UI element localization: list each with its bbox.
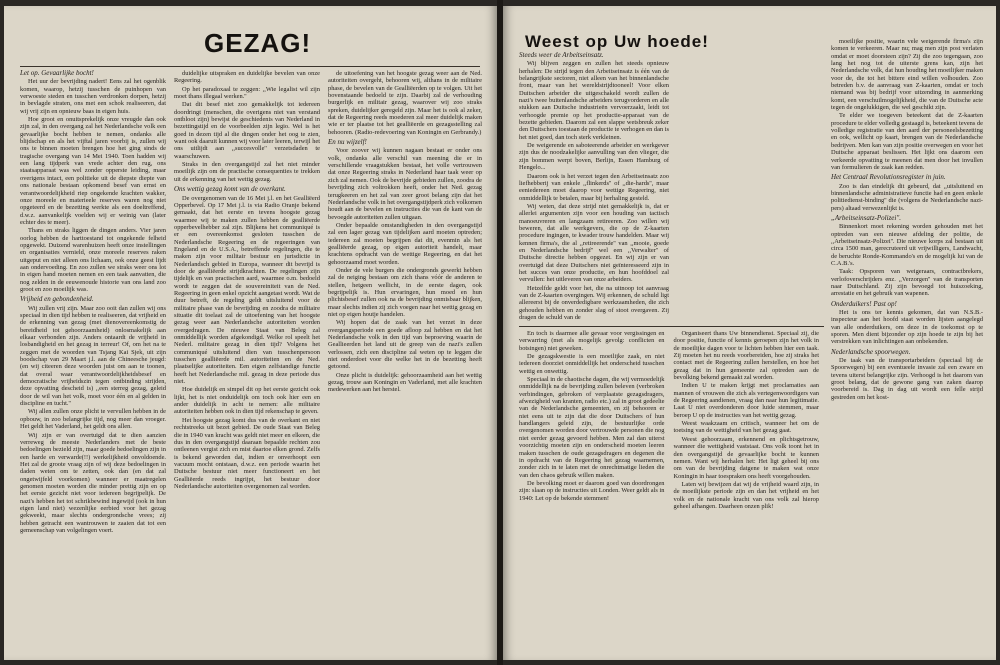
section-subheading: „Arbeitseinsatz-Polizei". <box>831 213 902 222</box>
body-paragraph: Hetzelfde geldt voor het, die na uitnoop tot aanvraag van de Z-kaarten overgingen. Wij erkennen, de schuld ligt allereerst bij de onverdedigbare werkzaamheden, die zich gehouden hebben en zonder slag of stoot overgaven. Zij dragen de schuld van de <box>519 284 669 322</box>
body-paragraph: En toch is daarmee alle gevaar voor vergissingen en verwarring (met als mogelijk gevolg: conflicten en botsingen) niet geweken. <box>519 330 665 352</box>
headline-gezag: GEZAG! <box>204 28 312 58</box>
body-paragraph: Wij blijven zeggen en zullen het steeds opnieuw herhalen: De strijd tegen den Arbeitseinsatz is één van de belangrijkste sectoren, niet alleen van het binnenlandsche front, maar van het wereldstrijdtooneel! Voor elken Duitschen arbeider die uitgeschakeld wordt zullen de nazi's twee buitenlandsche arbeiders terugvorderen en alle stukken aan Duitsche industrieën vervoerzaakt, leidt tot verhoogde premie op het productie-apparaat van de bezette gebieden. Daarom zal een slappe wetsbreuk zeker den Duitschers toestaan de productie te verhogen en dan is het niet goed, dan toch sterk verkleinen. <box>519 60 669 141</box>
body-paragraph: Daarom ook is het verzet tegen den Arbeitseinsatz zoo liefhebberij van enkele ,,flinkerds'' of ,,die-hards'', maar eeniedereen moet daarop voor wettige Regeering, niet onmiddellijk te betalen, maar bij herhaling gesteld. <box>519 172 669 202</box>
body-paragraph: moeilijke positie, waarin vele weigerende firma's zijn komen te verkeeren. Maar nu; mag men zijn post verlaten omdat er moet doorsteen zijn? Zij die zoo tegengaan, zoo lang het nog tot de uiterste grens kan, zijn het Nederlandsche volk, dat hun houding het moeilijker maken voor de, die tot het bittere eind willen volhouden. Zoo betreden b.v. de aanvraag van Z-kaarten, omdat er toch niemand was bij bedrijf voor uitzending in aanmerking komt, een verschuilmogelijkheid, die van de Duitsche acte tegen de ongelukkigen, die wel geschikt zijn. <box>831 38 983 112</box>
body-paragraph: Straks in den overgangstijd zal het niet minder moeilijk zijn om de practische consequenties te trekken uit de erkenning van het wettig gezag. <box>174 161 320 183</box>
body-paragraph: Weest waakzaam en critisch, wanneer het om de toetsing van de wettigheid van het gezag gaat. <box>673 420 819 435</box>
section-rule <box>519 326 824 327</box>
section-subheading: En nu wijzelf! <box>328 138 367 147</box>
section-subheading: Onderduikers! Past op! <box>831 299 897 308</box>
left-page-column-3 <box>328 70 482 654</box>
body-paragraph: De bevolking moet er daarom goed van doordrongen zijn: slaan op de instructies uit Londen. Weer geldt als in 1940: Let op de bekende stemmen! <box>519 479 665 502</box>
body-paragraph: Dat dit besef niet zoo gemakkelijk tot iedereen doordringt (menschen, die overigens niet van verstand ontbloot zijn) bewijst de geschiedenis van Nederland in bezettingstijd en de voorbeelden zijn legio. Wel is het goed in dezen tijd al die dingen onder het oog te zien, want ook daaruit kunnen wij voor later leeren, terwijl het ons uitlijdt aan ,,succesvolle'' verzetsdaden te waarschuwen. <box>174 101 320 160</box>
body-paragraph: Voor zoover wij kunnen nagaan bestaat er onder ons volk, ondanks alle verschil van meening die er in verschillende vraagstukken bestaat, het volle vertrouwen dat onze Regeering straks in Nederland haar taak weer op zich zal nemen. Ook de bevrijde gebieden zullen, zoodra de bevrijding zich voltrokken heeft, onder het Ned. gezag terugkeeren en het zal van zeer groot belang zijn dat het Nederlandsche volk in het overgangstijdperk zich volkomen houdt aan de bevelen en instructies die van de kant van de bevoegde autoriteiten zullen uitgaan. <box>328 147 482 221</box>
left-page-column-1 <box>20 70 166 654</box>
body-paragraph: Het uur der bevrijding nadert! Eens zal het ogenblik komen, waarop, hetzij tusschen de puinhopen van verwoeste steden en tusschen verdronken dorpen, hetzij in bevlagde straten, ons met een schok realiseeren, dat wij vrij zijn en opnieuw baas in eigen huis. <box>20 78 166 115</box>
body-paragraph: Weest gehoorzaam, erkennend en plichtsgetrouw, wanneer die wettigheid vaststaat. Ons volk toont het in den overgangstijd de gevaarlijke bocht te kunnen nemen. Want wij herhalen het: Het ligt geheel bij ons om van de bevrijding datgene te maken wat onze Koningin in haar toespraken ons heeft voorgehouden. <box>673 435 819 480</box>
body-paragraph: De overgenomen van de 16 Mei j.l. en het Gealliëerd Opperbevel. Op 17 Mei j.l. is via Radio Oranje bekend gemaakt, dat het eerste en tevens hoogste gezag waarmee wij te maken zullen hebben de gealliëerde opperbevelhebber zal zijn. Blijkens het communiqué is er een overeenkomst gesloten tusschen de Nederlandsche Regeering en de regeeringen van Engeland en de U.S.A., betreffende regelingen, die te maken zijn voor militair bestuur en jurisdictie in Nederlandsch gebied in Europa, wanneer dit bevrijd is door de gealliëerde strijdkrachten. De regelingen zijn tijdelijk en van practischen aard, waarmee o.m. bedoeld wordt te zeggen dat de souvereiniteit van de Ned. Regeering in geen enkel opzicht aangetast wordt. Wat de duur betreft, de regeling geldt uitsluitend voor de militaire phase van de bevrijding en zoodra de militaire situatie dit toelaat zal de uitoefening van het hoogste gezag weer aan Nederlandsche autoriteiten worden overgedragen. De nieuwe Staat van Beleg zal onmiddellijk worden afgekondigd. Welke rol speelt het Nederl. militaire gezag in dien tijd? Volgens het communiqué uitsluitend dien van tusschenpersoon tusschen gealliëerde mil. autoriteiten en de Ned. plaatselijke autoriteiten. Een eigen zelfstandige functie heeft het Nederlandsche mil. gezag in deze periode dus niet. <box>174 194 320 386</box>
body-paragraph: Organiseert thans Uw binnendienst. Speciaal zij, die door positie, functie of kennis geroepen zijn het volk in de moeilijke dagen voor te lichten hebben hier een taak. Zij moeten het nu reeds voorbereiden, hoe zij straks het contact met de Regeering zullen herstellen, en hoe het gezag dat in hun gemeente zal optreden aan de bevolking bekend gemaakt zal worden. <box>673 330 819 382</box>
right-page-column-2 <box>519 330 819 656</box>
body-paragraph: Zoo is dan eindelijk dit gebeurd, dat ,,uitsluitend en binnenlandsche administratieve functie had en geen enkele politiedienst-binding'' die (volgens de Nederlandsche nazi-pers) altaad verwezenlijkt is. <box>831 182 983 212</box>
body-paragraph: Wij hopen dat de zaak van het verzet in deze overgangsperiode een goede afloop zal hebben en dat het Nederlandsche volk in den tijd van beproeving waarin de Geallieerden het land uit de greep van de nazi's zullen verlossen, zich een discipline zal weten op te leggen die niet onderdoet voor die welke het in de bezetting heeft getoond. <box>328 319 482 371</box>
body-paragraph: Wij weten, dat deze strijd niet gemakkelijk is, dat er allerlei argumenten zijn voor een houding van tactisch manoeuvreren en langzaam retireeren. Zoo willen wij beweren, dat alle werkgevers, die op de Z-kaarten procedure ingingen, te kwader trouw handelden. Maar wij kennen firma's, die al ,,retireerende'' van ,,mooie, goede en Nederlandsche bedrijf'' wel een ,,Verwalter'' of Duitsche directie hebben opgezet. En wij zijn er van overtuigd dat deze Duitschers niet geïnteresseerd zijn in het succes van onze productie, en hun hoofddoel zal vervullen: het uitleveren van onze arbeiders. <box>519 202 669 284</box>
body-paragraph: Onder bepaalde omstandigheden in den overgangstijd zal een lager gezag van tijdelijken aard moeten optreden; iedereen zal moeten begrijpen dat dit, evenmin als het gealliëerde gezag, op eigen autoriteit handelt, maar krachtens opdracht van de wettige Regeering, en dat het gehoorzaamd moet worden. <box>328 221 482 266</box>
section-subheading: Ons wettig gezag komt van de overkant. <box>174 185 286 194</box>
section-subheading: Let op. Gevaarlijke bocht! <box>20 70 94 77</box>
body-paragraph: Onze plicht is duidelijk: gehoorzaamheid aan het wettig gezag, trouw aan Koningin en Vaderland, met alle krachten medewerken aan het herstel. <box>328 371 482 394</box>
body-paragraph: duidelijke uitspraken en duidelijke bevelen van onze Regeering. <box>174 70 320 85</box>
body-paragraph: Wij zijn er van overtuigd dat te dien aanzien verreweg de meeste Nederlanders met de beste bedoelingen bezield zijn, maar goede bedoelingen zijn in een harde en verwarde(!!) werkelijkheid onvoldoende. Het zal de groote vraag zijn of wij deze bedoelingen in daden weten om te zetten, ook dan (en dat zal ongetwijfeld voorkomen) wanneer er maatregelen genomen moeten worden die minder prettig zijn en op het eerste gezicht niet voor iedereen begrijpelijk. De nazi's hebben het tot schrikbewind ingewijd (ook in hun eigen land niet) wezenlijke eerbied voor het gezag gekweekt, maar slechts ondergrondsche vrees; zij hebben getracht een wantrouwen te zaaien dat tot een gemeenschap van volgelingen voert. <box>20 431 166 534</box>
body-paragraph: Op het paradoxaal te zeggen: ,,Wie legalist wil zijn moet thans illegaal werken.'' <box>174 85 320 101</box>
body-paragraph: Het hoogste gezag komt dus van de overkant en niet rechtstreeks uit bezet gebied. De oude Staat van Beleg die in 1940 van kracht was geldt niet meer en elkeen, die dus in den overgangstijd daaraan bepaalde rechten zou ontleenen vergist zich en mist daartoe elken grond. Zelfs is bekend geworden dat, indien er onverhoopt een vacuum mocht ontstaan, d.w.z. een periode waarin het Duitsche bestuur niet meer functioneert en het Gealliëerde reeds ingrijpt, het bestuur door Nederlandsche autoriteiten overgenomen zal worden. <box>174 416 320 490</box>
body-paragraph: Het is ons ter kennis gekomen, dat van N.S.B.-inspecteur aan het hoofd staat worden lijsten aangelegd van alle onderduikers, om deze in de toekomst op te sporen. Men dient bijzonder op zijn hoede te zijn bij het verstrekken van inlichtingen aan onbekenden. <box>831 309 983 346</box>
left-page <box>4 6 497 660</box>
body-paragraph: De weigerende en saboteerende arbeider en werkgever zijn dus de noodzakelijke aanvulling van den vlieger, die zijn bommen werpt boven, Berlijn, Essen Hamburg of Hengelo... <box>519 142 669 172</box>
headline-rule <box>20 66 480 67</box>
body-paragraph: Laten wij bewijzen dat wij de vrijheid waard zijn, in de moeilijkste periode zijn en dan het vrijheid en het volk en de nationale kracht van ons volk zal hierop geheel afhangen. Daarheen onzen plik! <box>673 480 819 510</box>
body-paragraph: Wij zullen vrij zijn. Maar zoo ooit dan zullen wij ons speciaal in dien tijd hebben te realiseeren, dat vrijheid en de erkenning van gezag (met dienovereenkomstig de bereidheid tot gehoorzaamheid) onlosmakelijk aan elkaar verbonden zijn. Anders ontaardt de vrijheid in losbandigheid en het gezag in terreur! Of, om het na te zeggen met de woorden van Tsjang Kai Sjek, uit zijn boodschap van 29 Maart j.l. aan de Chineesche jeugd: (en wij citeeren deze woorden juist om aan te toonen, dat overal waar verantwoordelijkheidsbesef en democratische vrijheidszin tegen ontbinding strijden, deze opvatting descheid is) ,,een sterreg gezag, geleid door de wil van het volk, moet voor één en al gelden in discipline en tucht.'' <box>20 304 166 408</box>
body-paragraph: Hoe duidelijk en simpel dit op het eerste gezicht ook lijkt, het is niet onduidelijk om toch ook hier een en ander duidelijk in acht te nemen: alle militaire autoriteiten hebben ook in dien tijd rekenschap te geven. <box>174 386 320 416</box>
body-paragraph: De gezagskwestie is een moeilijke zaak, en niet iedereen doorziet onmiddellijk het onderscheid tusschen wettig en onwettig. <box>519 353 665 375</box>
body-paragraph: Thans en straks liggen de dingen anders. Vier jaren oorlog hebben de harttoestand tot ongekende felheid opgewekt. Duizend warenhuizen heeft onze instellingen en organisaties vernield, onze moreele reserves raken uitgeput en niet alleen ons lichaam, ook onze geest lijdt aan ondervoeding. En zoo zullen we straks weer ons lot in eigen hand moeten nemen en een taak aanvatten, die nog zelden in de eeuwenoude historie van ons land zoo groot en zoo moeilijk was. <box>20 227 166 293</box>
headline-weest-op-uw-hoede: Weest op Uw hoede! <box>525 32 709 51</box>
right-page-column-3 <box>831 38 983 654</box>
section-subheading: Vrijheid en gebondenheid. <box>20 295 94 304</box>
right-page-column-1 <box>519 52 669 322</box>
body-paragraph: Hoe groot en onuitsprekelijk onze vreugde dan ook zijn zal, in den overgang zal het Nederlandsche volk een gevaarlijke bocht hebben te nemen, ondanks alle blijdschap en als het vijftal jaren voorbij is, zullen wij ons te binnen moeten brengen hoe het ging sinds de tragische overgang van 14 Mei 1940. Toen hadden wij een lang tijdperk van vrede achter den rug, ons staatsapparaat was wel zonder opperste leiding, maar overigens intact, een politieke uit de diepste diepte van ons nationale bestaan opkomend besef van ernst en verantwoordelijkheid riep ongekende krachten wakker, onze moreele en materieele reserves waren nog niet opgeteerd en de bezetting werkte als een doeltreffend, d.w.z. aanvankelijk voelden wij er weinig van (later echter des te meer). <box>20 116 166 226</box>
body-paragraph: de uitoefening van het hoogste gezag weer aan de Ned. autoriteiten overgeht, behooren wij, althans in de militaire phase, de bevelen van de Gealliëerden op te volgen. Uit het bovenstaande bedoeld te zijn. Daarbij zal de verhouding burgerlijk en militair gezag, waarover wij zoo straks spreken, duidelijker geregeld zijn. Maar het is ook al zeker, dat de Regeering reeds moederen zal meer duidelijk maken wie er ter plaatse tot het gealliëerde en gezagsstelling zal behooren. (Radio-redevoering van Koningin en Gerbrandy.) <box>328 70 482 136</box>
body-paragraph: Speciaal in de chaotische dagen, die wij vermoedelijk onmiddellijk na de bevrijding zullen beleven (verbroken verbindingen, gebroken of verplaatste gezagsdragers, afwezigheid van kranten, radio etc.) zal in groot gedeelte van de Nederlandsche gemeenten, en zij behooren er niet eens uit te zijn dat die door Duitschers of hun handlangers geleid zijn, de bestuurlijke orde overgenomen worden door vertrouwde personen die nog niet eerder gezag gevoerd hebben. Men zal dan uiterst voorzichtig moeten zijn en onderscheid moeten leeren maken tusschen de oude gezagsdragers en degenen die in opdracht van de Regeering het gezag waarnemen, zonder zich in te laten met de onrechtmatige lieden die van den chaos gebruik willen maken. <box>519 376 665 479</box>
right-page <box>503 6 996 660</box>
body-paragraph: Taak: Opsporen van weigeraars, contractbrekers, verlofoverschrijders enz. ,,Verzorgen'' van de transporten naar Duitschland. Zij zijn bevoegd tot huiszoeking, arrestatie en het gebruik van wapenen. <box>831 268 983 298</box>
body-paragraph: Onder de vele burgers die ondergronds gewerkt hebben zal de neiging bestaan om zich thans vóór de anderen te stellen, hetgeen wellicht, in de eerste dagen, ook begrijpelijk is. Hun ervaringen, hun moed en hun plichtsbesef zullen ook na de bevrijding onmisbaar blijken, maar slechts indien zij zich voegen naar het wettig gezag en niet op eigen houtje handelen. <box>328 266 482 318</box>
body-paragraph: Binnenkort moet rekening worden gehouden met het optreden van een nieuwe afdeling der politie, de ,,Arbeitseinsatz-Polizei''. Die nieuwe korps zal bestaan uit circa 1500 man, gerecruteerd uit vrijwilligers, Landwacht, de beruchte Ronde-Kommando's en de mogelijk lui van de C.A.B.'s. <box>831 223 983 267</box>
body-paragraph: De taak van de transportarbeiders (speciaal bij de Spoorwegen) bij een eventueele invasie zal een zware en tevens uiterst belangrijke zijn. Verhoogd is het daarom van groot belang, dat de gewone gang van zaken daarop voorbereid is. Dag in dag uit wordt een felle strijd gestreden om het kost- <box>831 357 983 401</box>
left-page-column-2 <box>174 70 320 654</box>
body-paragraph: Wij allen zullen onze plicht te vervullen hebben in de opbouw, in zoo belangrijke tijd, nog meer dan vroeger. Het geldt het Vaderland, het geldt ons allen. <box>20 408 166 431</box>
section-subheading: Het Centraal Revolutionsregister in juin. <box>831 173 946 182</box>
body-paragraph: Indien U te maken krijgt met proclamaties aan mannen of vrouwen die zich als vertegenwoordigers van de Regeering aandienen, vraag dan naar hun legitimatie. Laat U niet overdonderen door luide stemmen, maar beroep U op de instructies van het wettig gezag. <box>673 382 819 419</box>
body-paragraph: Te elder we toegeven beteekent dat de Z-kaarten procedure te elder volledig gestaagd is, beteekent tevens de volledige registratie van den aard der personeelsbezetting en ook, wellicht op kaart, brengen van de Nederlandsche bedrijven. Men kan van zijn positie overwegen en voor het Duitsche apparaat beslissen. Het lijkt ons daarom een verkeerde opvatting te meenen dat men door het invullen van formulieren de zaak kan redden. <box>831 112 983 171</box>
section-subheading: Steeds weer de Arbeitseinsatz. <box>519 52 604 59</box>
section-subheading: Nederlandsche spoorwegen. <box>831 347 911 356</box>
